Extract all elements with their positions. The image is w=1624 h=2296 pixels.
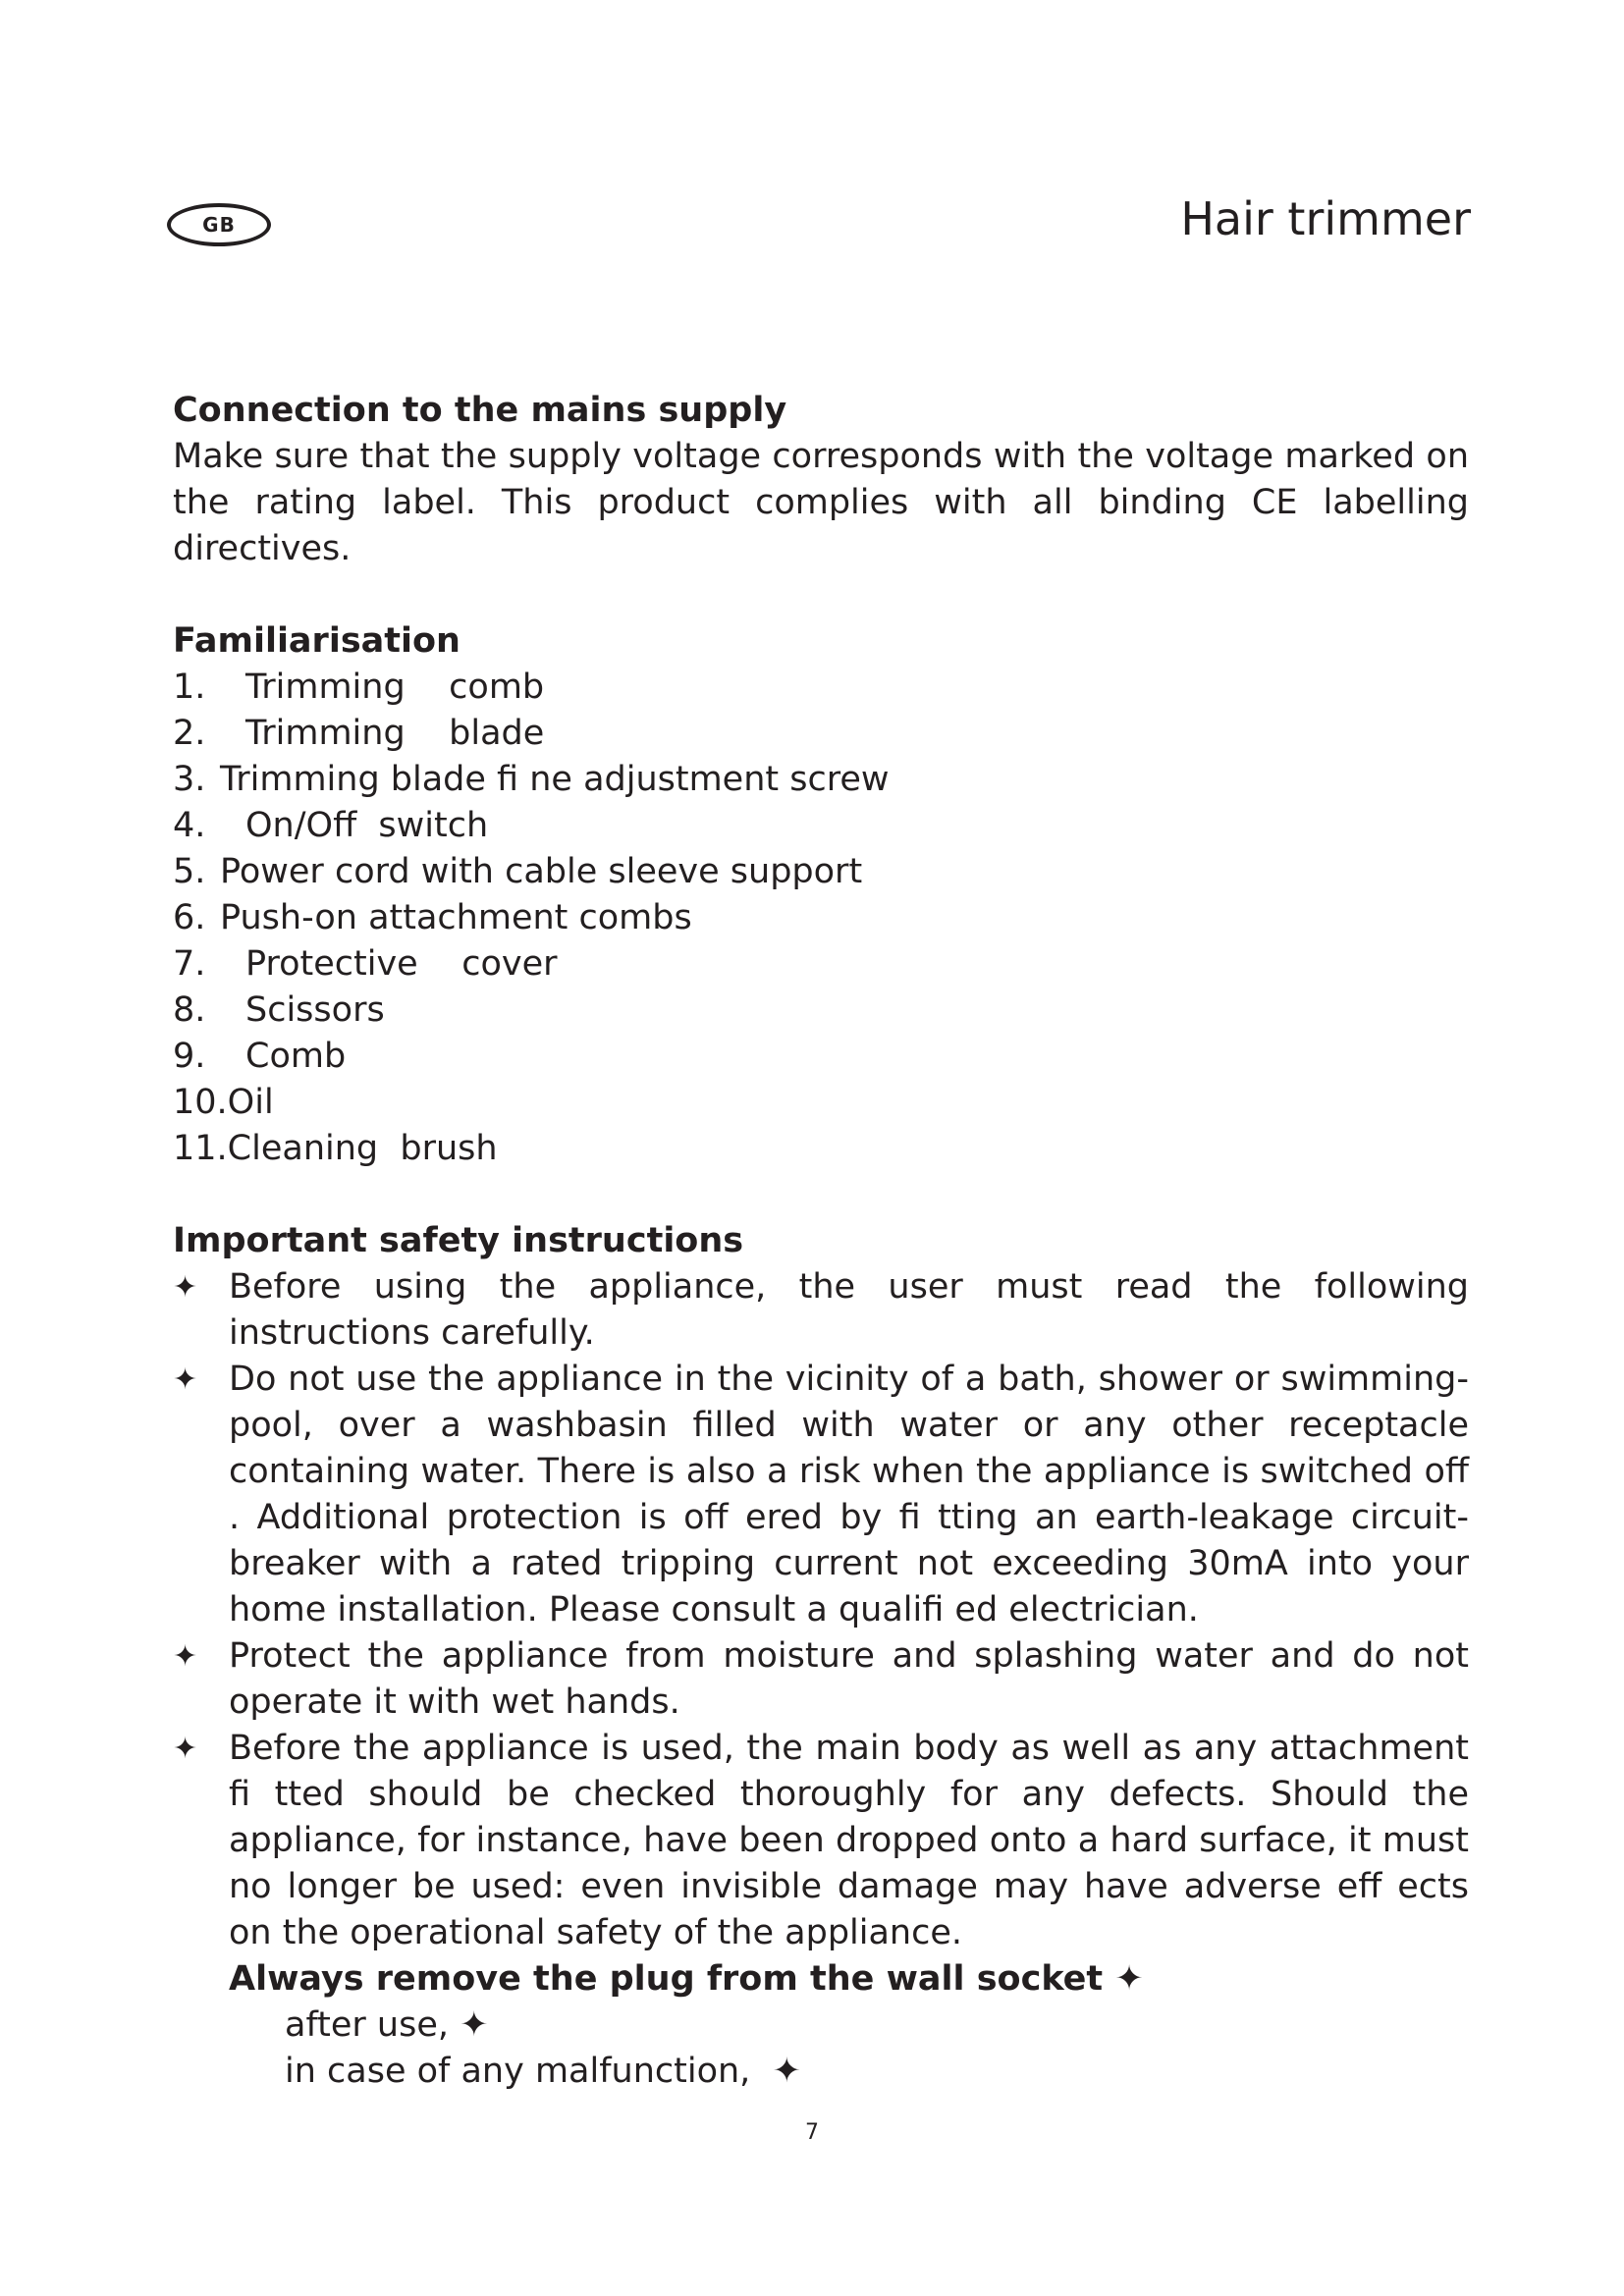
item-number: 11. — [173, 1129, 228, 1168]
safety-list — [173, 1264, 1469, 1956]
safety-text: Do not use the appliance in the vicinity of a bath, shower or swimming-pool, over a washbasin filled with water or any other receptacle containing water. There is also a risk when the appliance is switched off . Additional protection is off ered by fi tting an earth-leakage circuit-breaker with a rated tripping current not exceeding 30mA into your home installation. Please consult a qualifi ed electrician. — [229, 1360, 1469, 1629]
item-number: 7. — [173, 944, 206, 984]
list-item — [173, 941, 1469, 988]
list-item — [173, 895, 1469, 941]
list-item — [173, 1357, 1469, 1633]
plug-heading: Always remove the plug from the wall socket ✦ — [229, 1959, 1144, 1999]
safety-text: Before using the appliance, the user must read the following instructions carefully. — [229, 1267, 1469, 1353]
language-badge — [167, 203, 271, 246]
star-bullet-icon: ✦ — [173, 1362, 198, 1397]
item-label: Scissors — [245, 990, 385, 1030]
connection-text: Make sure that the supply voltage corresponds with the voltage marked on the rating label. This product complies with all binding CE labelling directives. — [173, 437, 1469, 568]
list-item — [173, 711, 1469, 757]
item-label: Trimming blade — [245, 714, 545, 753]
item-number: 8. — [173, 990, 206, 1030]
list-item — [173, 849, 1469, 895]
star-bullet-icon: ✦ — [173, 1732, 198, 1766]
item-label: Comb — [245, 1037, 347, 1076]
page-number: 7 — [805, 2120, 819, 2145]
item-label: Power cord with cable sleeve support — [220, 852, 863, 891]
item-number: 1. — [173, 667, 206, 707]
star-bullet-icon: ✦ — [173, 1639, 198, 1674]
item-number: 3. — [173, 760, 206, 799]
page-title: Hair trimmer — [1180, 192, 1471, 245]
list-item — [173, 1633, 1469, 1726]
item-number: 9. — [173, 1037, 206, 1076]
item-label: Push-on attachment combs — [220, 898, 692, 937]
list-item — [173, 1264, 1469, 1357]
item-label: Cleaning brush — [227, 1129, 498, 1168]
plug-instructions — [173, 1956, 1469, 2095]
connection-heading: Connection to the mains supply — [173, 391, 787, 430]
list-item — [173, 665, 1469, 711]
item-number: 4. — [173, 806, 206, 845]
list-item — [173, 1034, 1469, 1080]
safety-text: Before the appliance is used, the main body as well as any attachment fi tted should be checked thoroughly for any defects. Should the appliance, for instance, have been dropped onto a hard surface, it must no longer be used: even invisible damage may have adverse eff ects on the operational safety of the appliance. — [229, 1729, 1469, 1952]
list-item — [173, 757, 1469, 803]
content — [173, 388, 1469, 2095]
list-item — [173, 1080, 1469, 1126]
familiarisation-section — [173, 618, 1469, 1172]
list-item — [173, 988, 1469, 1034]
connection-section — [173, 388, 1469, 572]
item-number: 2. — [173, 714, 206, 753]
safety-heading: Important safety instructions — [173, 1221, 744, 1260]
plug-item: in case of any malfunction, ✦ — [285, 2052, 801, 2091]
safety-text: Protect the appliance from moisture and splashing water and do not operate it with wet hands. — [229, 1636, 1469, 1722]
star-bullet-icon: ✦ — [173, 1270, 198, 1305]
item-number: 6. — [173, 898, 206, 937]
item-label: Protective cover — [245, 944, 558, 984]
item-label: Oil — [227, 1083, 274, 1122]
list-item — [173, 803, 1469, 849]
language-code: GB — [202, 213, 236, 237]
item-label: Trimming comb — [245, 667, 545, 707]
familiarisation-heading: Familiarisation — [173, 621, 460, 661]
list-item — [173, 1126, 1469, 1172]
item-label: Trimming blade fi ne adjustment screw — [220, 760, 890, 799]
parts-list — [173, 665, 1469, 1172]
list-item — [173, 1726, 1469, 1956]
safety-section — [173, 1218, 1469, 2095]
plug-item: after use, ✦ — [285, 2005, 489, 2045]
item-label: On/Off switch — [245, 806, 489, 845]
item-number: 10. — [173, 1083, 228, 1122]
item-number: 5. — [173, 852, 206, 891]
